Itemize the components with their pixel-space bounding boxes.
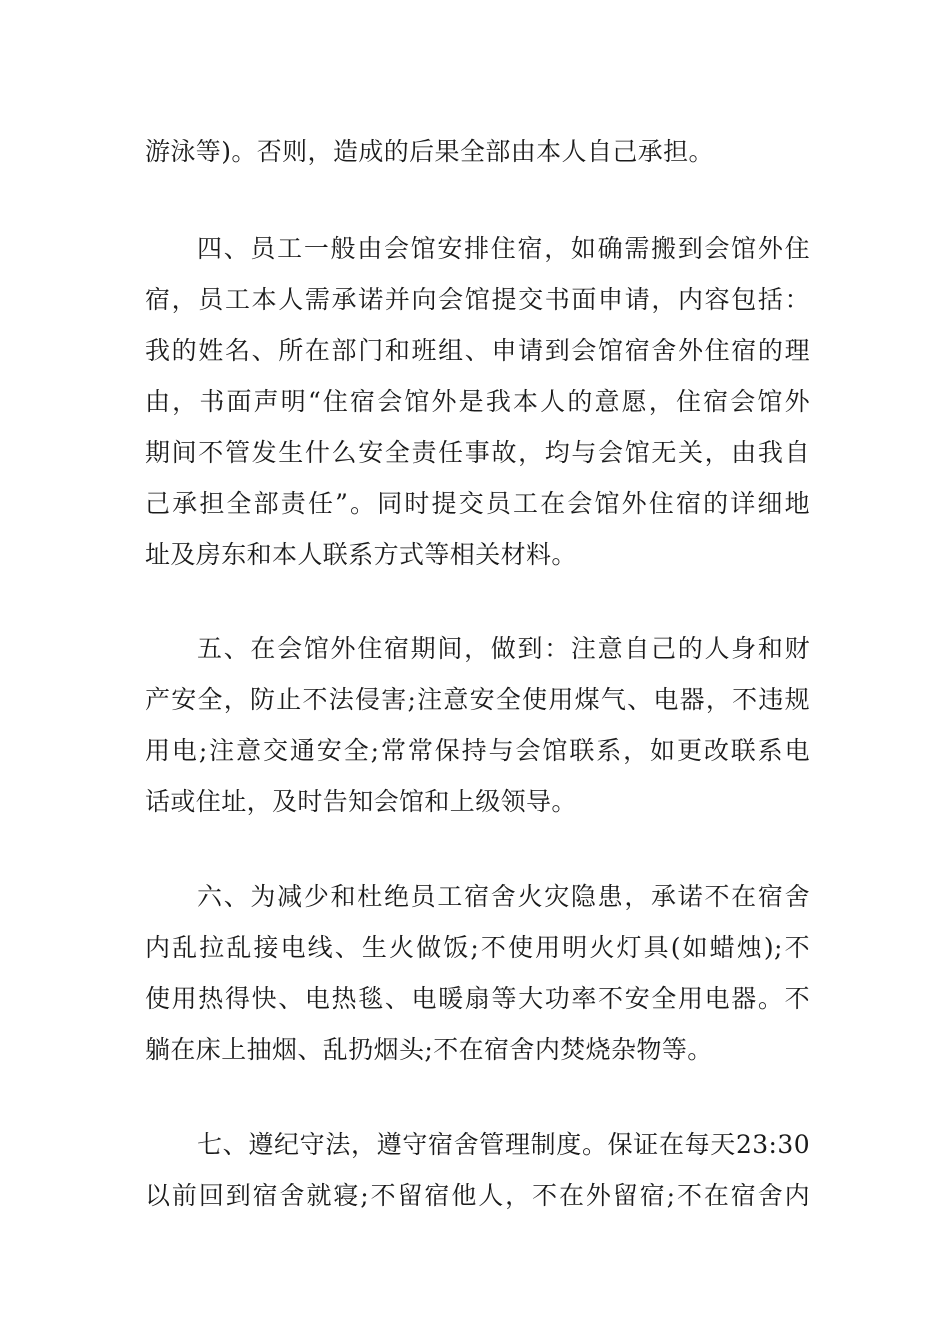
paragraph-4-line-2: 宿，员工本人需承诺并向会馆提交书面申请，内容包括：: [145, 285, 810, 314]
paragraph-4-line-7: 址及房东和本人联系方式等相关材料。: [145, 540, 577, 569]
paragraph-5-line-3: 用电;注意交通安全;常常保持与会馆联系，如更改联系电: [145, 736, 810, 765]
paragraph-6-line-3: 使用热得快、电热毯、电暖扇等大功率不安全用电器。不: [145, 984, 810, 1013]
paragraph-4-line-3: 我的姓名、所在部门和班组、申请到会馆宿舍外住宿的理: [145, 336, 810, 365]
paragraph-4-line-1: 四、员工一般由会馆安排住宿，如确需搬到会馆外住: [197, 234, 810, 263]
paragraph-7-line-2: 以前回到宿舍就寝;不留宿他人，不在外留宿;不在宿舍内: [145, 1181, 810, 1210]
paragraph-4-line-5: 期间不管发生什么安全责任事故，均与会馆无关，由我自: [145, 438, 810, 467]
paragraph-5-line-2: 产安全，防止不法侵害;注意安全使用煤气、电器，不违规: [145, 685, 810, 714]
paragraph-5-line-1: 五、在会馆外住宿期间，做到：注意自己的人身和财: [197, 634, 810, 663]
paragraph-6-line-1: 六、为减少和杜绝员工宿舍火灾隐患，承诺不在宿舍: [197, 882, 810, 911]
paragraph-6-line-4: 躺在床上抽烟、乱扔烟头;不在宿舍内焚烧杂物等。: [145, 1035, 713, 1064]
paragraph-6-line-2: 内乱拉乱接电线、生火做饭;不使用明火灯具(如蜡烛);不: [145, 933, 810, 962]
paragraph-4-line-4: 由，书面声明“住宿会馆外是我本人的意愿，住宿会馆外: [145, 387, 810, 416]
text-line-1: 游泳等)。否则，造成的后果全部由本人自己承担。: [145, 137, 714, 166]
paragraph-7-line-1: 七、遵纪守法，遵守宿舍管理制度。保证在每天23:30: [197, 1130, 810, 1159]
paragraph-4-line-6: 己承担全部责任”。同时提交员工在会馆外住宿的详细地: [145, 489, 810, 518]
paragraph-5-line-4: 话或住址，及时告知会馆和上级领导。: [145, 787, 577, 816]
